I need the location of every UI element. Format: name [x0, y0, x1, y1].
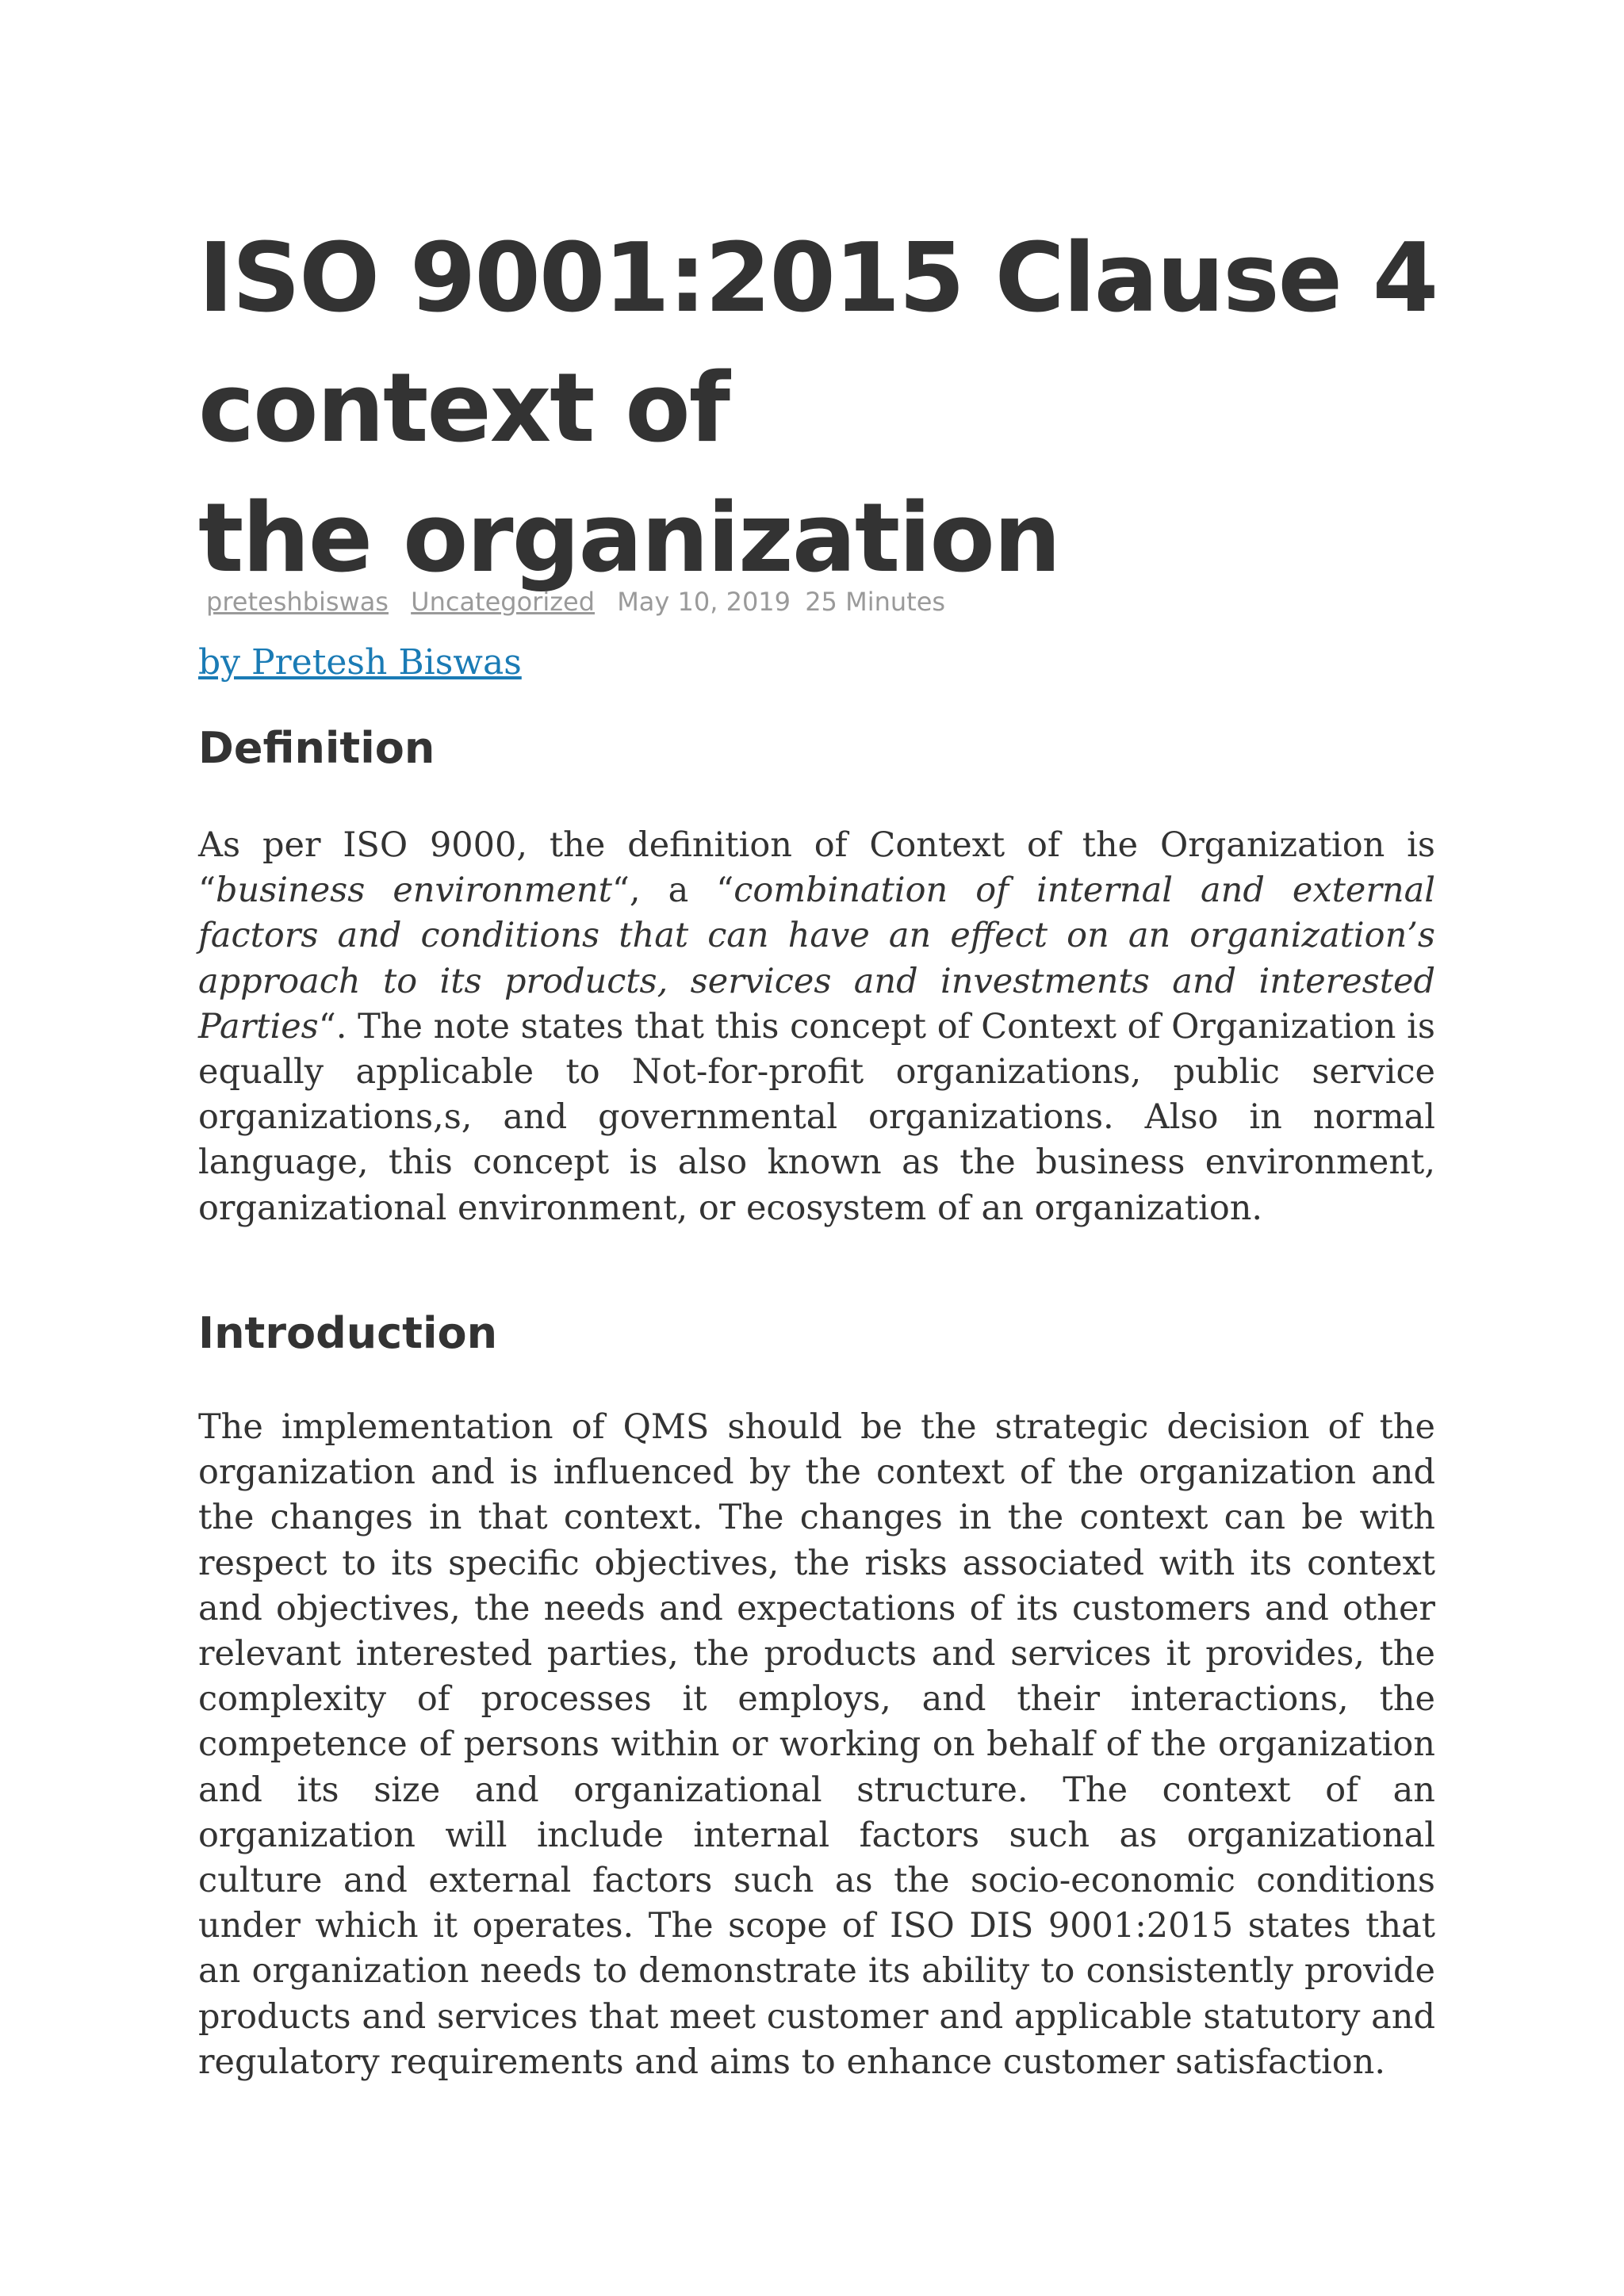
title-line: the organization — [198, 484, 1060, 594]
definition-text: “, a “ — [611, 871, 734, 911]
definition-paragraph — [198, 823, 1435, 1231]
definition-text: “. The note states that this concept of Context of Organization is equally applicable to Not-for-profit organizations, public service organizations,s, and governmental organizations. Also in normal language, this concept is also known as the business environment, organizational environment, or ecosystem of an organization. — [198, 1006, 1435, 1228]
article-title — [198, 214, 1437, 604]
title-line: ISO 9001:2015 Clause 4 — [198, 224, 1438, 334]
title-line: context of — [198, 354, 729, 464]
introduction-heading: Introduction — [198, 1308, 498, 1358]
definition-text: As per ISO 9000, the definition of Context of the Organization is “ — [198, 825, 1435, 911]
introduction-paragraph: The implementation of QMS should be the strategic decision of the organization and is influenced by the context of the organization and the changes in that context. The changes in the context can be with respect to its specific objectives, the risks associated with its context and objectives, the needs and expectations of its customers and other relevant interested parties, the products and services it provides, the complexity of processes it employs, and their interactions, the competence of persons within or working on behalf of the organization and its size and organizational structure. The context of an organization will include internal factors such as organizational culture and external factors such as the socio-economic conditions under which it operates. The scope of ISO DIS 9001:2015 states that an organization needs to demonstrate its ability to consistently provide products and services that meet customer and applicable statutory and regulatory requirements and aims to enhance customer satisfaction. — [198, 1407, 1435, 2082]
post-meta — [206, 587, 945, 617]
post-date: May 10, 2019 — [617, 587, 791, 617]
definition-quote: business environment — [215, 871, 612, 911]
category-link[interactable]: Uncategorized — [411, 587, 596, 617]
definition-quote: combination of internal and external factors and conditions that can have an effect on an organization’s approach to its products, services and investments and interested Parties — [198, 871, 1435, 1047]
definition-heading: Definition — [198, 723, 435, 773]
author-link[interactable]: preteshbiswas — [206, 587, 389, 617]
byline-link[interactable]: by Pretesh Biswas — [198, 642, 522, 683]
read-time: 25 Minutes — [805, 587, 946, 617]
